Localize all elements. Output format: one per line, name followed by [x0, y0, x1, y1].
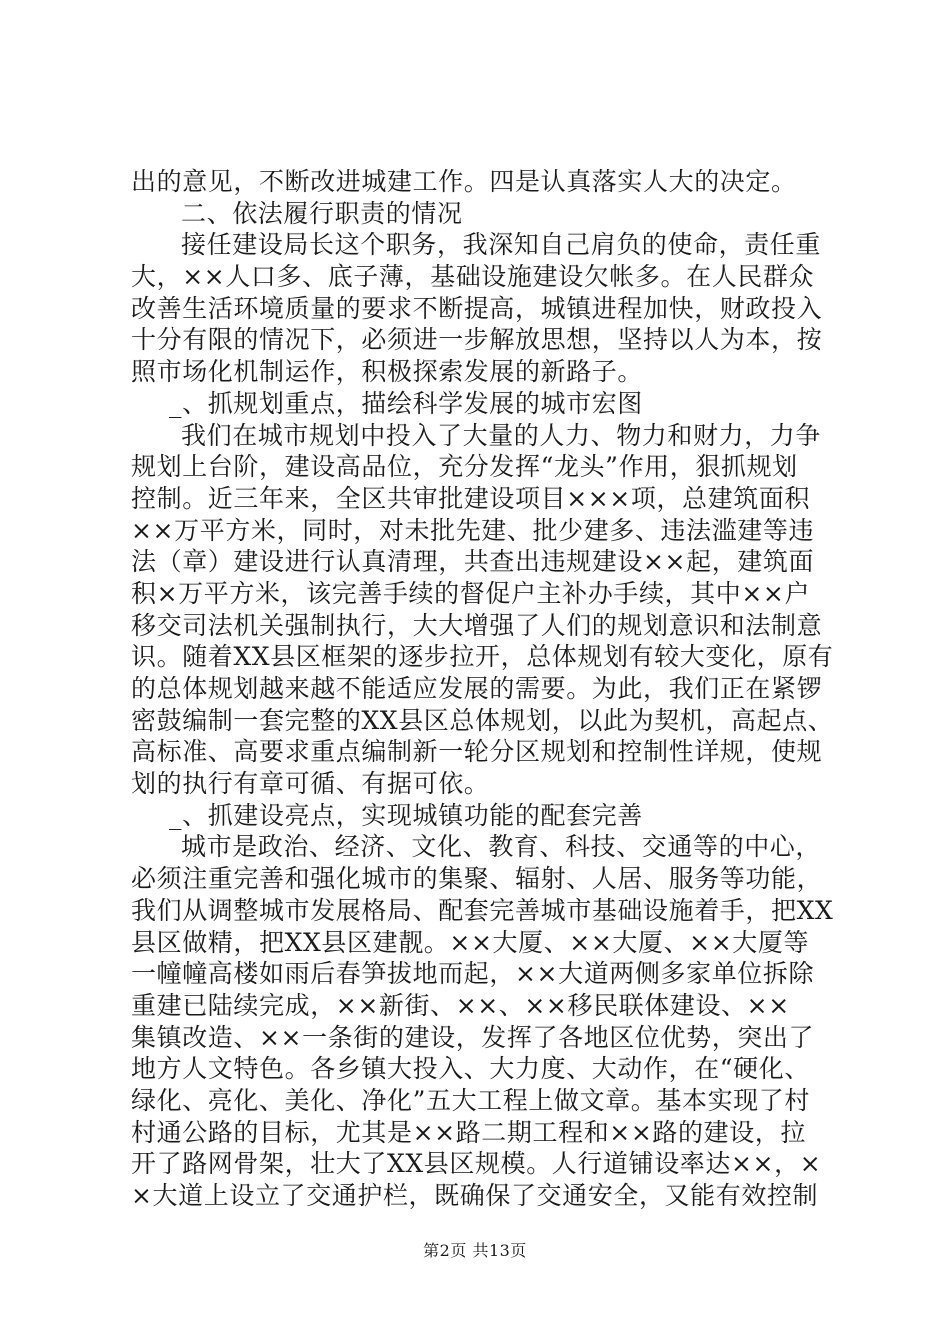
text-line: 我们在城市规划中投入了大量的人力、物力和财力，力争	[181, 420, 822, 450]
section-heading: 二、依法履行职责的情况	[181, 198, 463, 228]
text-line: 出的意见，不断改进城建工作。四是认真落实人大的决定。	[131, 167, 797, 196]
text-line: 集镇改造、××一条街的建设，发挥了各地区位优势，突出了	[131, 1022, 815, 1052]
text-line: 法（章）建设进行认真清理，共查出违规建设××起，建筑面	[131, 547, 815, 577]
body-text	[131, 166, 834, 1212]
text-line: 大，××人口多、底子薄，基础设施建设欠帐多。在人民群众	[131, 262, 815, 292]
subsection-heading: _、抓建设亮点，实现城镇功能的配套完善	[169, 800, 643, 830]
text-line: 十分有限的情况下，必须进一步解放思想，坚持以人为本，按	[131, 325, 823, 355]
text-line: 移交司法机关强制执行，大大增强了人们的规划意识和法制意	[131, 610, 823, 640]
text-line: 地方人文特色。各乡镇大投入、大力度、大动作，在“硬化、	[131, 1054, 810, 1084]
text-line: 高标准、高要求重点编制新一轮分区规划和控制性详规，使规	[131, 737, 823, 767]
page-footer: 第2页 共13页	[423, 1241, 527, 1260]
text-line: 改善生活环境质量的要求不断提高，城镇进程加快，财政投入	[131, 293, 823, 323]
text-line: 的总体规划越来越不能适应发展的需要。为此，我们正在紧锣	[131, 674, 823, 703]
text-line: 一幢幢高楼如雨后春笋拔地而起，××大道两侧多家单位拆除	[131, 959, 815, 989]
text-line: 城市是政治、经济、文化、教育、科技、交通等的中心，	[181, 832, 822, 862]
text-line: 绿化、亮化、美化、净化”五大工程上做文章。基本实现了村	[131, 1085, 810, 1115]
text-line: 接任建设局长这个职务，我深知自己肩负的使命，责任重	[181, 230, 822, 260]
text-line: 识。随着XX县区框架的逐步拉开，总体规划有较大变化，原有	[131, 642, 834, 672]
subsection-heading: _、抓规划重点，描绘科学发展的城市宏图	[169, 388, 643, 418]
text-line: 县区做精，把XX县区建靓。××大厦、××大厦、××大厦等	[131, 927, 810, 957]
text-line: 重建已陆续完成，××新街、××、××移民联体建设、××	[131, 990, 790, 1020]
text-line: 我们从调整城市发展格局、配套完善城市基础设施着手，把XX	[131, 895, 834, 925]
text-line: 积×万平方米，该完善手续的督促户主补办手续，其中××户	[131, 578, 811, 608]
text-line: ×大道上设立了交通护栏，既确保了交通安全，又能有效控制	[131, 1181, 819, 1210]
text-line: 划的执行有章可循、有据可依。	[131, 769, 490, 799]
text-line: 开了路网骨架，壮大了XX县区规模。人行道铺设率达××，×	[131, 1149, 822, 1179]
text-line: 密鼓编制一套完整的XX县区总体规划，以此为契机，高起点、	[131, 705, 834, 735]
text-line: 必须注重完善和强化城市的集聚、辐射、人居、服务等功能，	[131, 864, 823, 894]
text-line: 规划上台阶，建设高品位，充分发挥“龙头”作用，狠抓规划	[131, 452, 798, 482]
text-line: 控制。近三年来，全区共审批建设项目×××项，总建筑面积	[131, 483, 811, 513]
text-line: 村通公路的目标，尤其是××路二期工程和××路的建设，拉	[131, 1117, 806, 1147]
text-line: ××万平方米，同时，对未批先建、批少建多、违法滥建等违	[131, 515, 815, 545]
text-line: 照市场化机制运作，积极探索发展的新路子。	[131, 357, 644, 387]
